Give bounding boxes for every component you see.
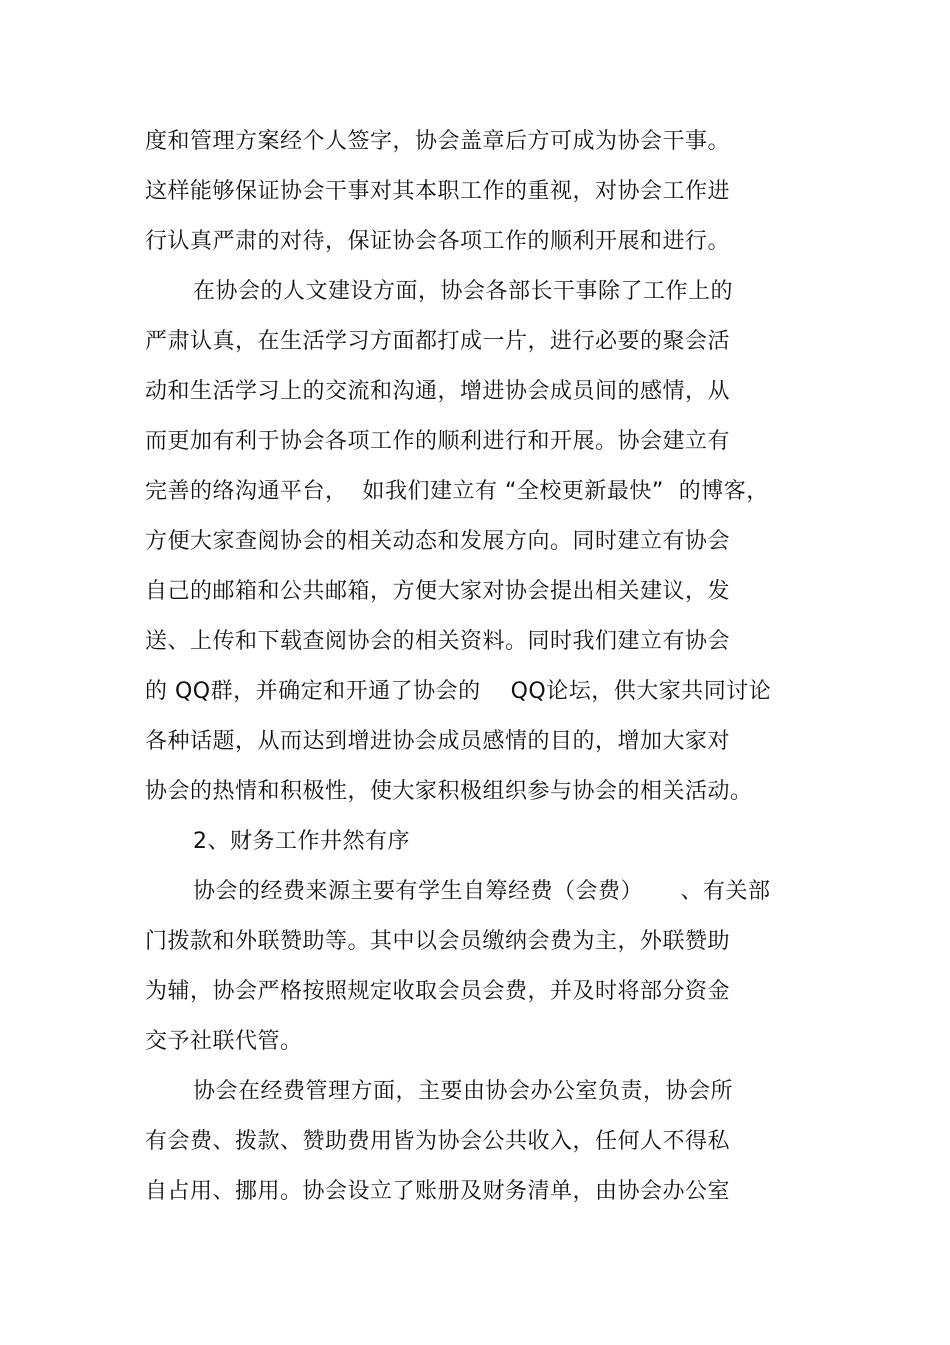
text-line: 行认真严肃的对待，保证协会各项工作的顺利开展和进行。: [145, 229, 731, 254]
text-line: 交予社联代管。: [145, 1029, 303, 1054]
text-line: 动和生活学习上的交流和沟通，增进协会成员间的感情，从: [145, 379, 731, 404]
text-line: 方便大家查阅协会的相关动态和发展方向。同时建立有协会: [145, 529, 731, 554]
paragraph-first-line: 在协会的人文建设方面，协会各部长干事除了工作上的: [193, 279, 734, 304]
text-line: 自占用、挪用。协会设立了账册及财务清单，由协会办公室: [145, 1179, 731, 1204]
text-line: 严肃认真，在生活学习方面都打成一片，进行必要的聚会活: [145, 329, 731, 354]
text-line: 为辅，协会严格按照规定收取会员会费，并及时将部分资金: [145, 979, 731, 1004]
paragraph-first-line: 协会在经费管理方面，主要由协会办公室负责，协会所: [193, 1079, 734, 1104]
text-line: 而更加有利于协会各项工作的顺利进行和开展。协会建立有: [145, 429, 731, 454]
text-line: 门拨款和外联赞助等。其中以会员缴纳会费为主，外联赞助: [145, 929, 731, 954]
paragraph-first-line: 协会的经费来源主要有学生自筹经费（会费） 、有关部: [193, 879, 771, 904]
text-line: 完善的络沟通平台， 如我们建立有 “全校更新最快” 的博客，: [145, 479, 769, 504]
text-line: 自己的邮箱和公共邮箱，方便大家对协会提出相关建议，发: [145, 579, 731, 604]
text-line: 这样能够保证协会干事对其本职工作的重视，对协会工作进: [145, 179, 731, 204]
text-line: 协会的热情和积极性，使大家积极组织参与协会的相关活动。: [145, 779, 753, 804]
text-line: 的 QQ群，并确定和开通了协会的 QQ论坛，供大家共同讨论: [145, 679, 772, 704]
text-line: 度和管理方案经个人签字，协会盖章后方可成为协会干事。: [145, 129, 731, 154]
text-line: 有会费、拨款、赞助费用皆为协会公共收入，任何人不得私: [145, 1129, 731, 1154]
section-heading: 2、财务工作井然有序: [193, 829, 410, 854]
text-line: 送、上传和下载查阅协会的相关资料。同时我们建立有协会: [145, 629, 731, 654]
text-line: 各种话题，从而达到增进协会成员感情的目的，增加大家对: [145, 729, 731, 754]
